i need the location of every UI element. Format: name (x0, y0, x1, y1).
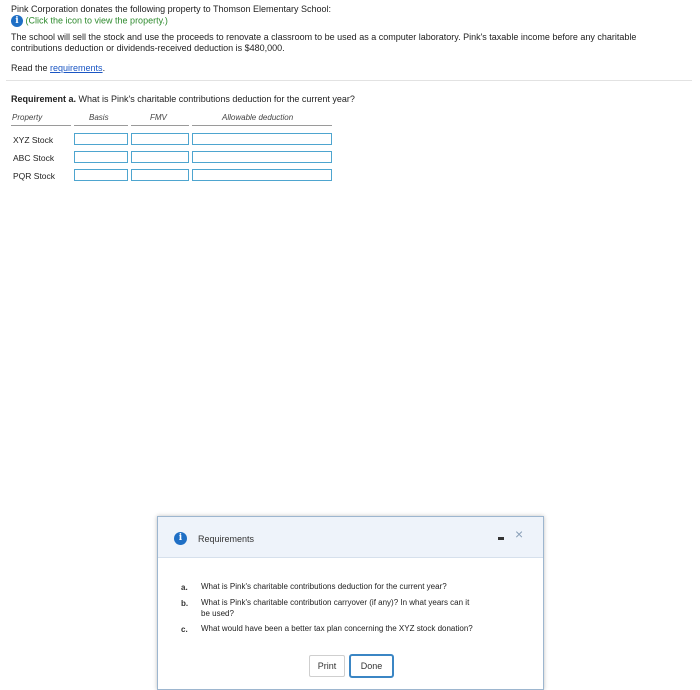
pqr-basis-input[interactable] (74, 169, 128, 181)
print-button[interactable]: Print (309, 655, 345, 677)
done-button[interactable]: Done (349, 654, 394, 678)
problem-description-line1: The school will sell the stock and use the proceeds to renovate a classroom to be used as a computer laboratory. Pink's taxable income before any charitable (11, 32, 637, 42)
pqr-fmv-input[interactable] (131, 169, 189, 181)
xyz-fmv-input[interactable] (131, 133, 189, 145)
read-suffix: . (102, 63, 106, 73)
requirement-letter-c: c. (181, 625, 188, 634)
requirement-text-c: What would have been a better tax plan concerning the XYZ stock donation? (201, 624, 473, 633)
problem-description-line2: contributions deduction or dividends-received deduction is $480,000. (11, 43, 285, 53)
read-prefix: Read the (11, 63, 51, 73)
row-label-pqr: PQR Stock (13, 171, 56, 181)
header-property: Property (12, 113, 43, 122)
dialog-header[interactable] (158, 517, 543, 558)
abc-basis-input[interactable] (74, 151, 128, 163)
requirement-text-a: What is Pink's charitable contributions deduction for the current year? (201, 582, 447, 591)
section-divider (6, 80, 692, 81)
click-icon-note: (Click the icon to view the property.) (25, 15, 168, 26)
requirement-text-b-line2: be used? (201, 609, 234, 618)
requirement-a-question: What is Pink's charitable contributions deduction for the current year? (76, 94, 355, 104)
read-requirements-line (11, 63, 105, 73)
header-underline-basis (74, 125, 128, 126)
problem-intro: Pink Corporation donates the following property to Thomson Elementary School: (11, 4, 332, 14)
header-underline-property (11, 125, 71, 126)
requirement-text-b-line1: What is Pink's charitable contribution carryover (if any)? In what years can it (201, 598, 470, 607)
dialog-title: Requirements (198, 534, 255, 544)
info-icon: i (174, 532, 187, 545)
requirement-letter-b: b. (181, 599, 189, 608)
info-icon[interactable]: i (11, 15, 23, 27)
header-fmv: FMV (150, 113, 167, 122)
header-underline-fmv (131, 125, 189, 126)
xyz-basis-input[interactable] (74, 133, 128, 145)
xyz-deduction-input[interactable] (192, 133, 332, 145)
row-label-abc: ABC Stock (13, 153, 55, 163)
abc-deduction-input[interactable] (192, 151, 332, 163)
requirements-dialog (157, 516, 544, 690)
minimize-icon[interactable] (498, 537, 504, 540)
pqr-deduction-input[interactable] (192, 169, 332, 181)
row-label-xyz: XYZ Stock (13, 135, 54, 145)
requirements-link[interactable]: requirements (50, 63, 103, 73)
header-underline-deduction (192, 125, 332, 126)
requirement-a-label: Requirement a. (11, 94, 77, 104)
header-basis: Basis (89, 113, 109, 122)
header-allowable-deduction: Allowable deduction (222, 113, 294, 122)
view-property-note[interactable] (11, 15, 168, 27)
requirement-a-prompt (11, 94, 355, 104)
abc-fmv-input[interactable] (131, 151, 189, 163)
close-icon[interactable]: × (515, 526, 524, 542)
requirement-letter-a: a. (181, 583, 188, 592)
